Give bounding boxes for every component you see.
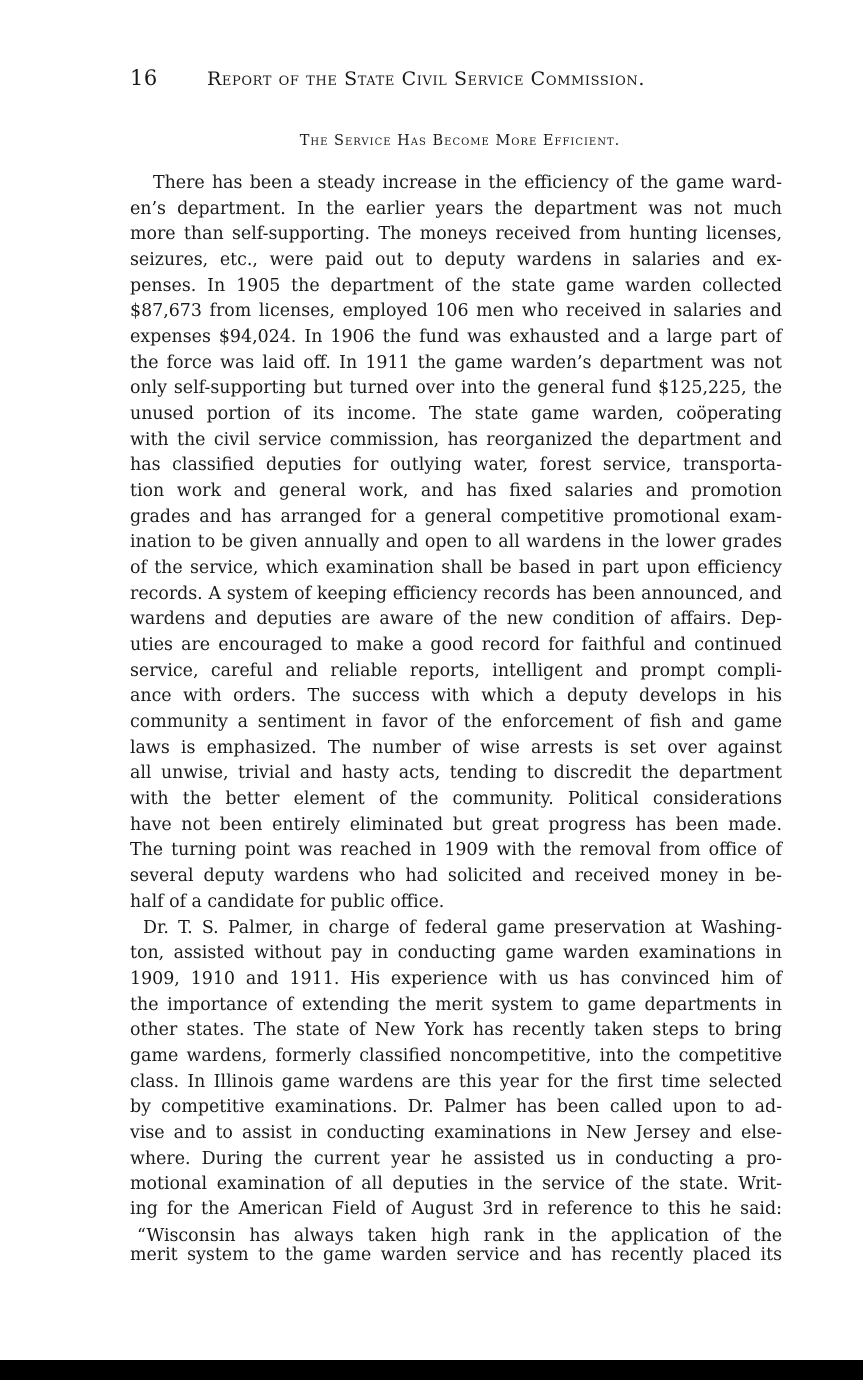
- body-line: wardens and deputies are aware of the new condition of affairs. Dep-: [130, 609, 782, 629]
- body-line: has classified deputies for outlying water, forest service, transporta-: [130, 455, 782, 475]
- body-line: Dr. T. S. Palmer, in charge of federal game preservation at Washing-: [143, 918, 782, 938]
- body-line: The turning point was reached in 1909 with the removal from office of: [130, 840, 782, 860]
- body-line: game wardens, formerly classified noncompetitive, into the competitive: [130, 1046, 782, 1066]
- body-line: other states. The state of New York has recently taken steps to bring: [130, 1020, 782, 1040]
- scan-edge-bar: [0, 1360, 863, 1380]
- body-line: by competitive examinations. Dr. Palmer has been called upon to ad-: [130, 1097, 782, 1117]
- running-head: Report of the State Civil Service Commission.: [207, 68, 646, 90]
- section-title: The Service Has Become More Efficient.: [299, 133, 621, 149]
- page-number: 16: [130, 66, 158, 90]
- body-line: motional examination of all deputies in the service of the state. Writ-: [130, 1174, 782, 1194]
- body-line: tion work and general work, and has fixed salaries and promotion: [130, 481, 782, 501]
- body-line: with the better element of the community. Political considerations: [130, 789, 782, 809]
- body-line: all unwise, trivial and hasty acts, tending to discredit the department: [130, 763, 782, 783]
- body-line: ance with orders. The success with which a deputy develops in his: [130, 686, 782, 706]
- body-line: merit system to the game warden service and has recently placed its: [130, 1245, 782, 1265]
- body-line: records. A system of keeping efficiency records has been announced, and: [130, 584, 782, 604]
- body-line: ing for the American Field of August 3rd in reference to this he said:: [130, 1199, 782, 1219]
- body-line: have not been entirely eliminated but great progress has been made.: [130, 815, 782, 835]
- body-line: only self-supporting but turned over into the general fund $125,225, the: [130, 378, 782, 398]
- body-line: several deputy wardens who had solicited and received money in be-: [130, 866, 782, 886]
- body-line: $87,673 from licenses, employed 106 men who received in salaries and: [130, 301, 782, 321]
- body-line: There has been a steady increase in the efficiency of the game ward-: [153, 173, 782, 193]
- body-line: penses. In 1905 the department of the state game warden collected: [130, 276, 782, 296]
- body-line: en’s department. In the earlier years the department was not much: [130, 199, 782, 219]
- body-line: the importance of extending the merit system to game departments in: [130, 995, 782, 1015]
- body-line: “Wisconsin has always taken high rank in the application of the: [137, 1226, 782, 1246]
- body-line: laws is emphasized. The number of wise arrests is set over against: [130, 738, 782, 758]
- body-line: uties are encouraged to make a good record for faithful and continued: [130, 635, 782, 655]
- body-line: of the service, which examination shall be based in part upon efficiency: [130, 558, 782, 578]
- body-line: unused portion of its income. The state game warden, coöperating: [130, 404, 782, 424]
- body-line: class. In Illinois game wardens are this year for the first time selected: [130, 1072, 782, 1092]
- body-line: half of a candidate for public office.: [130, 892, 445, 912]
- body-line: more than self-supporting. The moneys received from hunting licenses,: [130, 224, 782, 244]
- body-line: with the civil service commission, has reorganized the department and: [130, 430, 782, 450]
- body-line: the force was laid off. In 1911 the game warden’s department was not: [130, 353, 782, 373]
- body-line: where. During the current year he assisted us in conducting a pro-: [130, 1149, 782, 1169]
- body-line: ton, assisted without pay in conducting game warden examinations in: [130, 943, 782, 963]
- body-line: service, careful and reliable reports, intelligent and prompt compli-: [130, 661, 782, 681]
- body-line: vise and to assist in conducting examinations in New Jersey and else-: [130, 1123, 782, 1143]
- body-line: expenses $94,024. In 1906 the fund was exhausted and a large part of: [130, 327, 782, 347]
- page-header: [130, 66, 730, 96]
- body-line: seizures, etc., were paid out to deputy wardens in salaries and ex-: [130, 250, 782, 270]
- body-line: community a sentiment in favor of the enforcement of fish and game: [130, 712, 782, 732]
- body-line: grades and has arranged for a general competitive promotional exam-: [130, 507, 782, 527]
- body-line: 1909, 1910 and 1911. His experience with us has convinced him of: [130, 969, 782, 989]
- body-line: ination to be given annually and open to all wardens in the lower grades: [130, 532, 782, 552]
